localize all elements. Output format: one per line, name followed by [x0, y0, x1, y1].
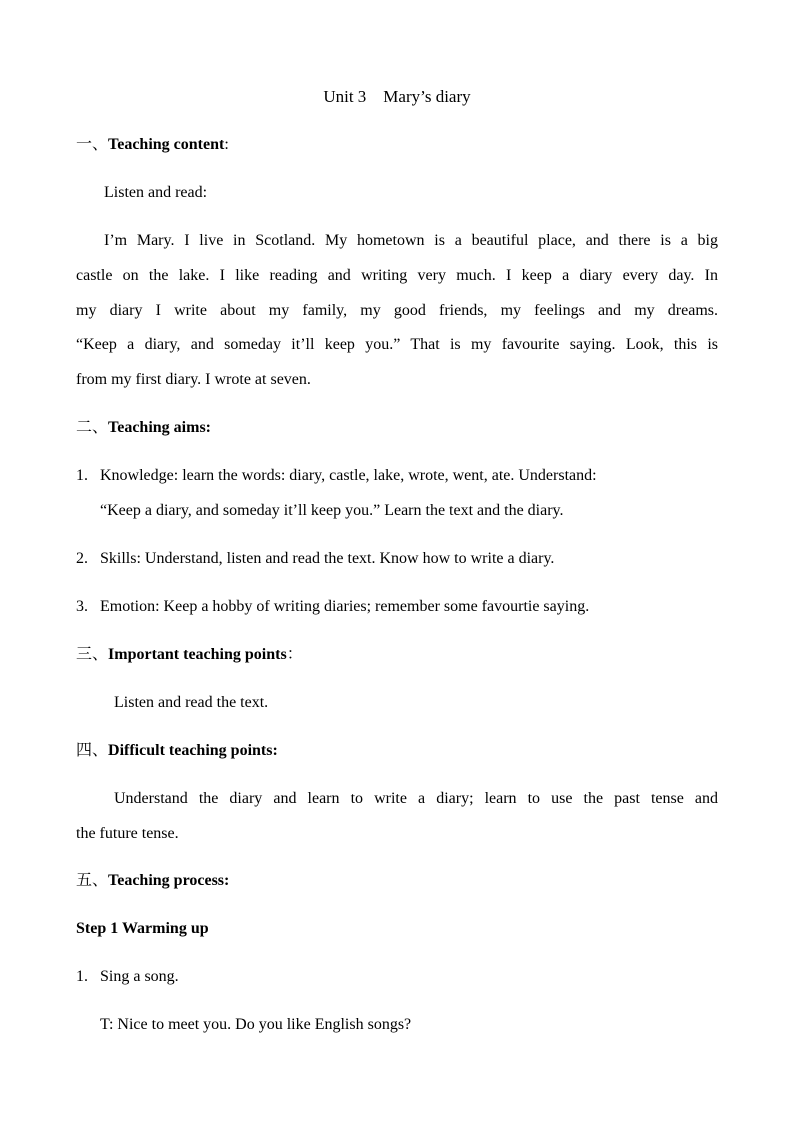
intro-line: Listen and read: [104, 184, 208, 201]
important-points-body: Listen and read the text. [114, 694, 269, 711]
section-heading-teaching-content [76, 134, 229, 156]
section-number: 二、 [76, 419, 109, 436]
section-heading-difficult-points [76, 740, 278, 762]
passage-line: from my first diary. I wrote at seven. [76, 371, 311, 388]
passage-paragraph [76, 230, 718, 404]
list-number: 3. [76, 598, 88, 615]
section-heading-teaching-aims [76, 417, 211, 439]
section-title: Teaching aims: [108, 419, 211, 436]
section-heading-teaching-process [76, 870, 229, 892]
passage-line: castle on the lake. I like reading and writing very much. I keep a diary every day. In [76, 266, 718, 284]
dialog-line: T: Nice to meet you. Do you like English songs? [100, 1016, 412, 1033]
list-text: Emotion: Keep a hobby of writing diaries; remember some favourtie saying. [100, 598, 590, 615]
list-text-continued: “Keep a diary, and someday it’ll keep you.” Learn the text and the diary. [100, 502, 564, 519]
step-heading: Step 1 Warming up [76, 920, 209, 937]
list-number: 2. [76, 550, 88, 567]
section-title: Important teaching points [108, 646, 287, 663]
list-number: 1. [76, 467, 88, 484]
section-number: 一、 [76, 136, 109, 153]
section-title: Teaching process: [108, 872, 230, 889]
passage-line: “Keep a diary, and someday it’ll keep you.” That is my favourite saying. Look, this is [76, 336, 718, 354]
section-title: Difficult teaching points: [108, 742, 278, 759]
section-heading-important-points [76, 644, 303, 666]
section-title: Teaching content [108, 136, 225, 153]
paragraph-line: the future tense. [76, 824, 179, 842]
page-title: Unit 3 Mary’s diary [323, 87, 471, 106]
passage-line: I’m Mary. I live in Scotland. My hometown is a beautiful place, and there is a big [104, 232, 718, 249]
section-number: 五、 [76, 872, 109, 889]
section-number: 三、 [76, 646, 109, 663]
section-colon: ： [286, 646, 303, 663]
difficult-points-paragraph [76, 788, 718, 858]
list-text: Sing a song. [100, 968, 179, 985]
section-number: 四、 [76, 742, 109, 759]
passage-line: my diary I write about my family, my good friends, my feelings and my dreams. [76, 301, 718, 319]
section-colon: : [224, 136, 229, 153]
list-text: Knowledge: learn the words: diary, castle, lake, wrote, went, ate. Understand: [100, 467, 597, 484]
list-text: Skills: Understand, listen and read the text. Know how to write a diary. [100, 550, 555, 567]
paragraph-line: Understand the diary and learn to write a diary; learn to use the past tense and [114, 790, 718, 807]
list-number: 1. [76, 968, 88, 985]
